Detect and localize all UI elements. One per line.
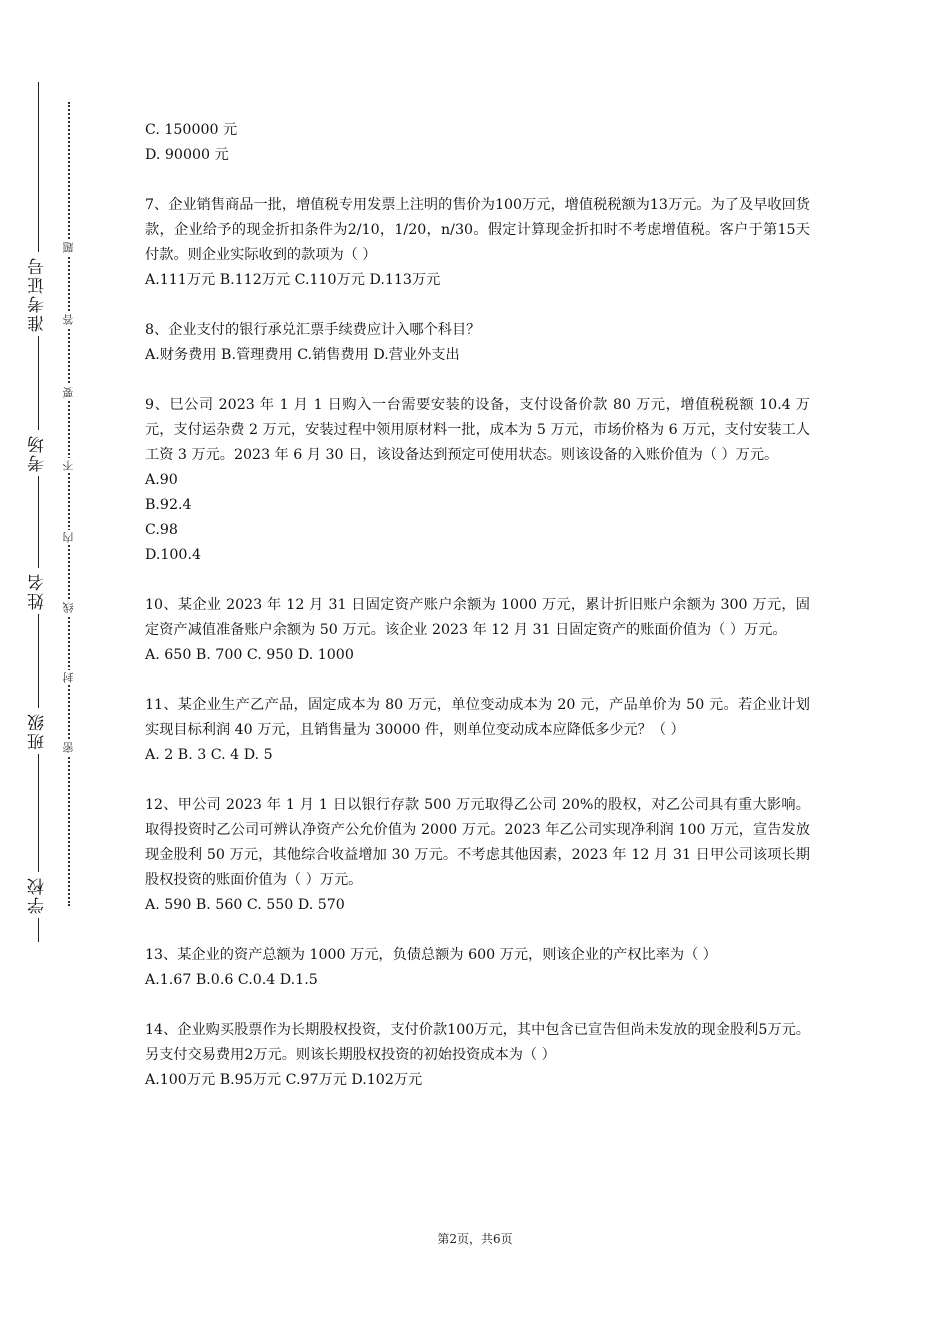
option-line: D.100.4 bbox=[145, 547, 201, 563]
question-9 bbox=[145, 393, 810, 568]
question-list bbox=[145, 118, 810, 1118]
question-8 bbox=[145, 318, 810, 368]
option-line: A.90 bbox=[145, 472, 178, 488]
binding-margin bbox=[0, 0, 90, 1344]
option-line: D. 90000 元 bbox=[145, 147, 229, 163]
seal-mark: 不 bbox=[60, 458, 78, 473]
binding-dotted-line bbox=[68, 102, 70, 906]
question-stem: 11、某企业生产乙产品，固定成本为 80 万元，单位变动成本为 20 元，产品单价为 50 元。若企业计划实现目标利润 40 万元，且销售量为 30000 件，则单位变动成本应降低多少元？（ ） bbox=[145, 697, 810, 738]
option-line: A.财务费用 B.管理费用 C.销售费用 D.营业外支出 bbox=[145, 347, 460, 363]
question-stem: 13、某企业的资产总额为 1000 万元，负债总额为 600 万元，则该企业的产权比率为（ ） bbox=[145, 947, 717, 963]
option-line: C. 150000 元 bbox=[145, 122, 238, 138]
question-stem: 9、巳公司 2023 年 1 月 1 日购入一台需要安装的设备，支付设备价款 80 万元，增值税税额 10.4 万元，支付运杂费 2 万元，安装过程中领用原材料一批，成本为 5 万元，市场价格为 6 万元，支付安装工人工资 3 万元。2023 年 6 月 30 日，该设备达到预定可使用状态。则该设备的入账价值为（ ）万元。 bbox=[145, 397, 810, 463]
seal-mark: 密 bbox=[60, 740, 78, 755]
question-13 bbox=[145, 943, 810, 993]
seal-mark: 题 bbox=[60, 240, 78, 255]
option-line: C.98 bbox=[145, 522, 178, 538]
question-14 bbox=[145, 1018, 810, 1093]
question-stem: 8、企业支付的银行承兑汇票手续费应计入哪个科目？ bbox=[145, 322, 481, 338]
label-admission-number: 准考证号 bbox=[22, 252, 54, 336]
question-11 bbox=[145, 693, 810, 768]
question-stem: 14、企业购买股票作为长期股权投资，支付价款100万元，其中包含已宣告但尚未发放的现金股利5万元。另支付交易费用2万元。则该长期股权投资的初始投资成本为（ ） bbox=[145, 1022, 810, 1063]
option-line: A.100万元 B.95万元 C.97万元 D.102万元 bbox=[145, 1072, 423, 1088]
label-exam-room: 考场 bbox=[22, 430, 54, 476]
binding-solid-line bbox=[38, 82, 39, 942]
label-class: 班级 bbox=[22, 708, 54, 754]
seal-mark: 要 bbox=[60, 385, 78, 400]
option-line: A.111万元 B.112万元 C.110万元 D.113万元 bbox=[145, 272, 441, 288]
seal-mark: 答 bbox=[60, 312, 78, 327]
option-line: A. 650 B. 700 C. 950 D. 1000 bbox=[145, 647, 354, 663]
question-stem: 12、甲公司 2023 年 1 月 1 日以银行存款 500 万元取得乙公司 20%的股权，对乙公司具有重大影响。取得投资时乙公司可辨认净资产公允价值为 2000 万元。2023 年乙公司实现净利润 100 万元，宣告发放现金股利 50 万元，其他综合收益增加 30 万元。不考虑其他因素，2023 年 12 月 31 日甲公司该项长期股权投资的账面价值为（ ）万元。 bbox=[145, 797, 810, 888]
question-6-continued bbox=[145, 118, 810, 168]
seal-mark: 封 bbox=[60, 670, 78, 685]
question-stem: 10、某企业 2023 年 12 月 31 日固定资产账户余额为 1000 万元，累计折旧账户余额为 300 万元，固定资产减值准备账户余额为 50 万元。该企业 2023 年 12 月 31 日固定资产的账面价值为（ ）万元。 bbox=[145, 597, 810, 638]
option-line: A. 2 B. 3 C. 4 D. 5 bbox=[145, 747, 273, 763]
option-line: A. 590 B. 560 C. 550 D. 570 bbox=[145, 897, 345, 913]
question-stem: 7、企业销售商品一批，增值税专用发票上注明的售价为100万元，增值税税额为13万元。为了及早收回货款，企业给予的现金折扣条件为2/10，1/20，n/30。假定计算现金折扣时不考虑增值税。客户于第15天付款。则企业实际收到的款项为（ ） bbox=[145, 197, 810, 263]
option-line: B.92.4 bbox=[145, 497, 192, 513]
option-line: A.1.67 B.0.6 C.0.4 D.1.5 bbox=[145, 972, 318, 988]
label-name: 姓名 bbox=[22, 568, 54, 614]
question-10 bbox=[145, 593, 810, 668]
seal-mark: 内 bbox=[60, 530, 78, 545]
question-7 bbox=[145, 193, 810, 293]
label-school: 学校 bbox=[22, 872, 54, 918]
page-number: 第2页，共6页 bbox=[437, 1232, 513, 1246]
seal-mark: 线 bbox=[60, 600, 78, 615]
question-12 bbox=[145, 793, 810, 918]
